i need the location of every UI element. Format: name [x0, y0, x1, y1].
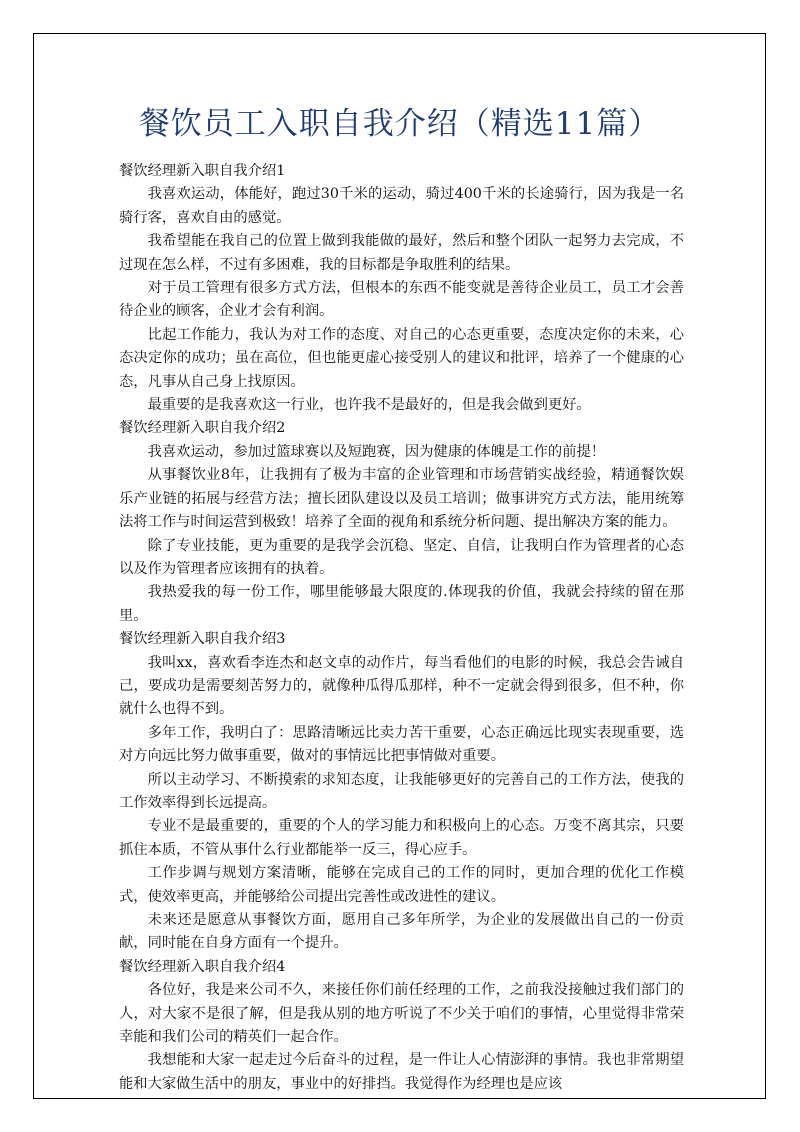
paragraph: 专业不是最重要的，重要的个人的学习能力和积极向上的心态。万变不离其宗，只要抓住本质，不管从事什么行业都能举一反三，得心应手。 — [119, 818, 684, 858]
paragraph: 我希望能在我自己的位置上做到我能做的最好，然后和整个团队一起努力去完成，不过现在怎么样，不过有多困难，我的目标都是争取胜利的结果。 — [119, 233, 684, 273]
paragraph: 我热爱我的每一份工作，哪里能够最大限度的.体现我的价值，我就会持续的留在那里。 — [119, 584, 684, 624]
paragraph: 对于员工管理有很多方式方法，但根本的东西不能变就是善待企业员工，员工才会善待企业的顾客，企业才会有利润。 — [119, 280, 684, 320]
paragraph: 最重要的是我喜欢这一行业，也许我不是最好的，但是我会做到更好。 — [147, 397, 591, 414]
paragraph: 从事餐饮业8年，让我拥有了极为丰富的企业管理和市场营销实战经验，精通餐饮娱乐产业链的拓展与经营方法；擅长团队建设以及员工培训；做事讲究方式方法，能用统筹法将工作与时间运营到极致！培养了全面的视角和系统分析问题、提出解决方案的能力。 — [119, 467, 684, 531]
document-title: 餐饮员工入职自我介绍（精选11篇） — [138, 106, 661, 142]
section-heading: 餐饮经理新入职自我介绍2 — [119, 420, 286, 437]
paragraph: 除了专业技能，更为重要的是我学会沉稳、坚定、自信，让我明白作为管理者的心态以及作为管理者应该拥有的执着。 — [119, 537, 684, 577]
paragraph: 各位好，我是来公司不久，来接任你们前任经理的工作，之前我没接触过我们部门的人，对大家不是很了解，但是我从别的地方听说了不少关于咱们的事情，心里觉得非常荣幸能和我们公司的精英们一起合作。 — [119, 982, 684, 1046]
paragraph: 未来还是愿意从事餐饮方面，愿用自己多年所学，为企业的发展做出自己的一份贡献，同时能在自身方面有一个提升。 — [119, 912, 684, 952]
paragraph: 比起工作能力，我认为对工作的态度、对自己的心态更重要，态度决定你的未来，心态决定你的成功；虽在高位，但也能更虚心接受别人的建议和批评，培养了一个健康的心态，凡事从自己身上找原因。 — [119, 326, 684, 390]
paragraph: 我叫xx，喜欢看李连杰和赵文卓的动作片，每当看他们的电影的时候，我总会告诫自己，要成功是需要刻苦努力的，就像种瓜得瓜那样，种不一定就会得到很多，但不种，你就什么也得不到。 — [119, 654, 684, 718]
section-heading: 餐饮经理新入职自我介绍3 — [119, 631, 286, 648]
paragraph: 工作步调与规划方案清晰，能够在完成自己的工作的同时，更加合理的优化工作模式，使效率更高，并能够给公司提出完善性或改进性的建议。 — [119, 865, 684, 905]
paragraph: 我想能和大家一起走过今后奋斗的过程，是一件让人心情澎湃的事情。我也非常期望能和大家做生活中的朋友，事业中的好排挡。我觉得作为经理也是应该 — [119, 1052, 684, 1092]
paragraph: 所以主动学习、不断摸索的求知态度，让我能够更好的完善自己的工作方法，使我的工作效率得到长远提高。 — [119, 771, 684, 811]
section-heading: 餐饮经理新入职自我介绍1 — [119, 163, 286, 179]
section-heading: 餐饮经理新入职自我介绍4 — [119, 958, 286, 975]
document-body — [119, 160, 684, 1096]
paragraph: 我喜欢运动，体能好，跑过30千米的运动，骑过400千米的长途骑行，因为我是一名骑行客，喜欢自由的感觉。 — [119, 186, 684, 226]
paragraph: 多年工作，我明白了：思路清晰远比卖力苦干重要，心态正确远比现实表现重要，选对方向远比努力做事重要，做对的事情远比把事情做对重要。 — [119, 724, 684, 765]
paragraph: 我喜欢运动，参加过篮球赛以及短跑赛，因为健康的体魄是工作的前提！ — [147, 443, 606, 460]
